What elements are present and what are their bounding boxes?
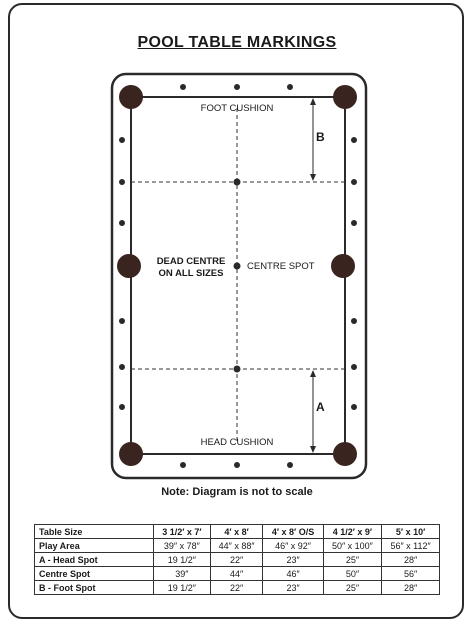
row-label: Play Area bbox=[35, 539, 154, 553]
foot-cushion-label: FOOT CUSHION bbox=[200, 103, 274, 114]
pocket-bottom-left bbox=[119, 442, 143, 466]
dimension-b-arrow-bottom bbox=[310, 174, 316, 181]
head-spot bbox=[234, 366, 241, 373]
dimension-a-arrow-top bbox=[310, 370, 316, 377]
diamond-right-3 bbox=[351, 220, 357, 226]
table-cell: 50″ x 100″ bbox=[323, 539, 382, 553]
specifications-table bbox=[34, 524, 440, 595]
table-cell: 44″ x 88″ bbox=[210, 539, 263, 553]
table-cell: 39″ x 78″ bbox=[154, 539, 211, 553]
table-cell: 19 1/2″ bbox=[154, 581, 211, 595]
table-cell: 25″ bbox=[323, 581, 382, 595]
head-cushion-label: HEAD CUSHION bbox=[200, 437, 274, 448]
table-row bbox=[35, 567, 440, 581]
pocket-middle-right bbox=[331, 254, 355, 278]
pocket-bottom-right bbox=[333, 442, 357, 466]
dimension-b-label: B bbox=[316, 130, 325, 144]
diamond-bottom-1 bbox=[180, 462, 186, 468]
row-label: A - Head Spot bbox=[35, 553, 154, 567]
table-header-row bbox=[35, 525, 440, 539]
table-cell: 23″ bbox=[263, 553, 323, 567]
diamond-bottom-3 bbox=[287, 462, 293, 468]
centre-spot-label: CENTRE SPOT bbox=[247, 261, 315, 272]
table-cell: 28″ bbox=[382, 581, 440, 595]
table-cell: 56″ x 112″ bbox=[382, 539, 440, 553]
pocket-top-right bbox=[333, 85, 357, 109]
size-header: 4′ x 8′ bbox=[210, 525, 263, 539]
table-row bbox=[35, 581, 440, 595]
diamond-left-3 bbox=[119, 220, 125, 226]
diamond-top-2 bbox=[234, 84, 240, 90]
diamond-left-1 bbox=[119, 137, 125, 143]
diamond-left-5 bbox=[119, 364, 125, 370]
diamond-left-6 bbox=[119, 404, 125, 410]
table-cell: 44″ bbox=[210, 567, 263, 581]
diamond-left-4 bbox=[119, 318, 125, 324]
size-header: 4 1/2′ x 9′ bbox=[323, 525, 382, 539]
table-row bbox=[35, 539, 440, 553]
diamond-right-4 bbox=[351, 318, 357, 324]
pocket-top-left bbox=[119, 85, 143, 109]
diamond-top-1 bbox=[180, 84, 186, 90]
diamond-right-2 bbox=[351, 179, 357, 185]
diamond-bottom-2 bbox=[234, 462, 240, 468]
dimension-a-label: A bbox=[316, 400, 325, 414]
page-title: POOL TABLE MARKINGS bbox=[137, 34, 337, 51]
table-cell: 22″ bbox=[210, 581, 263, 595]
diamond-top-3 bbox=[287, 84, 293, 90]
dimension-b-arrow-top bbox=[310, 98, 316, 105]
table-corner-cell: Table Size bbox=[35, 525, 154, 539]
diamond-left-2 bbox=[119, 179, 125, 185]
row-label: B - Foot Spot bbox=[35, 581, 154, 595]
table-cell: 39″ bbox=[154, 567, 211, 581]
table-cell: 56″ bbox=[382, 567, 440, 581]
dead-centre-line-1: DEAD CENTRE bbox=[156, 256, 226, 267]
scale-note: Note: Diagram is not to scale bbox=[161, 486, 313, 498]
foot-spot bbox=[234, 179, 241, 186]
table-cell: 19 1/2″ bbox=[154, 553, 211, 567]
row-label: Centre Spot bbox=[35, 567, 154, 581]
dimension-a-arrow-bottom bbox=[310, 446, 316, 453]
table-cell: 22″ bbox=[210, 553, 263, 567]
diamond-right-5 bbox=[351, 364, 357, 370]
size-header: 3 1/2′ x 7′ bbox=[154, 525, 211, 539]
table-cell: 46″ x 92″ bbox=[263, 539, 323, 553]
diamond-right-1 bbox=[351, 137, 357, 143]
diamond-right-6 bbox=[351, 404, 357, 410]
dead-centre-label bbox=[136, 256, 246, 280]
table-cell: 50″ bbox=[323, 567, 382, 581]
table-row bbox=[35, 553, 440, 567]
table-cell: 46″ bbox=[263, 567, 323, 581]
table-cell: 23″ bbox=[263, 581, 323, 595]
size-header: 5′ x 10′ bbox=[382, 525, 440, 539]
dead-centre-line-2: ON ALL SIZES bbox=[158, 268, 224, 279]
size-header: 4′ x 8′ O/S bbox=[263, 525, 323, 539]
table-cell: 25″ bbox=[323, 553, 382, 567]
table-cell: 28″ bbox=[382, 553, 440, 567]
